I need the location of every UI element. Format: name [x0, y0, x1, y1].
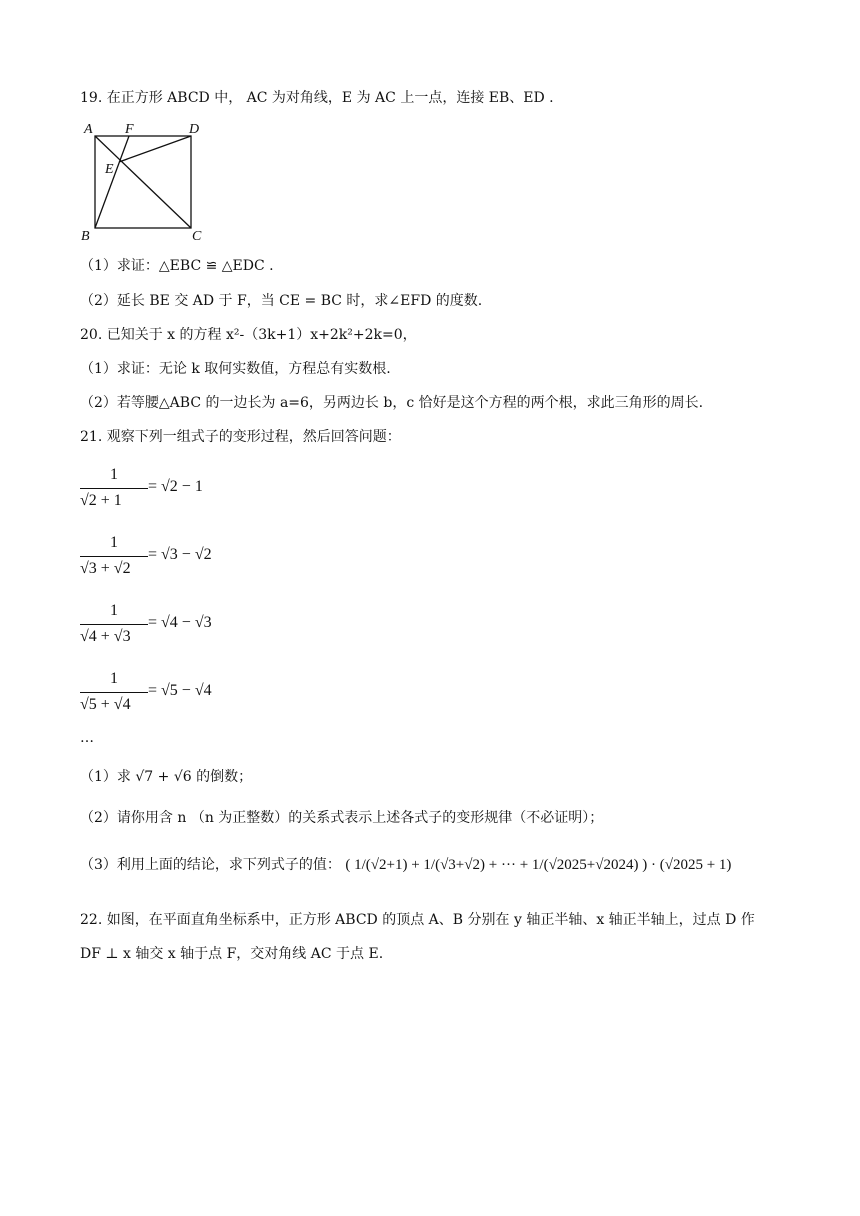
q20-part1: （1）求证：无论 k 取何实数值，方程总有实数根. [80, 361, 391, 377]
q20-part2: （2）若等腰△ABC 的一边长为 a=6，另两边长 b，c 恰好是这个方程的两个根，求此三角形的周长. [80, 395, 704, 411]
formula-3-denominator: √4 + √3 [80, 628, 131, 645]
label-a: A [84, 122, 93, 137]
label-c: C [192, 229, 202, 244]
fraction-bar [80, 488, 148, 489]
fraction-bar [80, 692, 148, 693]
q21-part3-expression: ( 1/(√2+1) + 1/(√3+√2) + ··· + 1/(√2025+√2024) ) · (√2025 + 1) [345, 857, 732, 873]
formula-1-rhs: = √2 − 1 [148, 478, 203, 495]
fraction-bar [80, 624, 148, 625]
formula-2-denominator: √3 + √2 [80, 560, 131, 577]
q21-part2: （2）请你用含 n （n 为正整数）的关系式表示上述各式子的变形规律（不必证明）； [80, 810, 604, 826]
formula-3-rhs: = √4 − √3 [148, 614, 212, 631]
formula-1-numerator: 1 [110, 466, 118, 483]
segment-ed [119, 136, 191, 162]
q22-stem-line1: 22. 如图，在平面直角坐标系中，正方形 ABCD 的顶点 A、B 分别在 y 轴正半轴、x 轴正半轴上，过点 D 作 [80, 912, 755, 928]
fraction-bar [80, 556, 148, 557]
q19-part1: （1）求证：△EBC ≌ △EDC . [80, 258, 274, 274]
formula-2-rhs: = √3 − √2 [148, 546, 212, 563]
q21-part3-prefix: （3）利用上面的结论，求下列式子的值： [80, 857, 341, 873]
formula-4-numerator: 1 [110, 670, 118, 687]
q19-part2: （2）延长 BE 交 AD 于 F，当 CE = BC 时，求∠EFD 的度数. [80, 293, 483, 309]
label-f: F [125, 122, 134, 137]
q21-stem: 21. 观察下列一组式子的变形过程，然后回答问题： [80, 429, 401, 445]
q19-stem: 19. 在正方形 ABCD 中， AC 为对角线，E 为 AC 上一点，连接 EB、ED . [80, 90, 554, 106]
label-d: D [189, 122, 200, 137]
formula-4-rhs: = √5 − √4 [148, 682, 212, 699]
q20-stem: 20. 已知关于 x 的方程 x²-（3k+1）x+2k²+2k=0， [80, 327, 417, 343]
ellipsis: … [80, 730, 94, 746]
segment-bf [95, 136, 129, 228]
diagonal-ac [95, 136, 191, 228]
q21-part1: （1）求 √7 + √6 的倒数； [80, 769, 253, 785]
square-figure [78, 118, 208, 244]
formula-3-numerator: 1 [110, 602, 118, 619]
q21-part3 [80, 855, 731, 875]
formula-4-denominator: √5 + √4 [80, 696, 131, 713]
label-e: E [105, 162, 114, 177]
q22-stem-line2: DF ⊥ x 轴交 x 轴于点 F，交对角线 AC 于点 E. [80, 946, 384, 962]
formula-1-denominator: √2 + 1 [80, 492, 122, 509]
formula-2-numerator: 1 [110, 534, 118, 551]
label-b: B [81, 229, 90, 244]
